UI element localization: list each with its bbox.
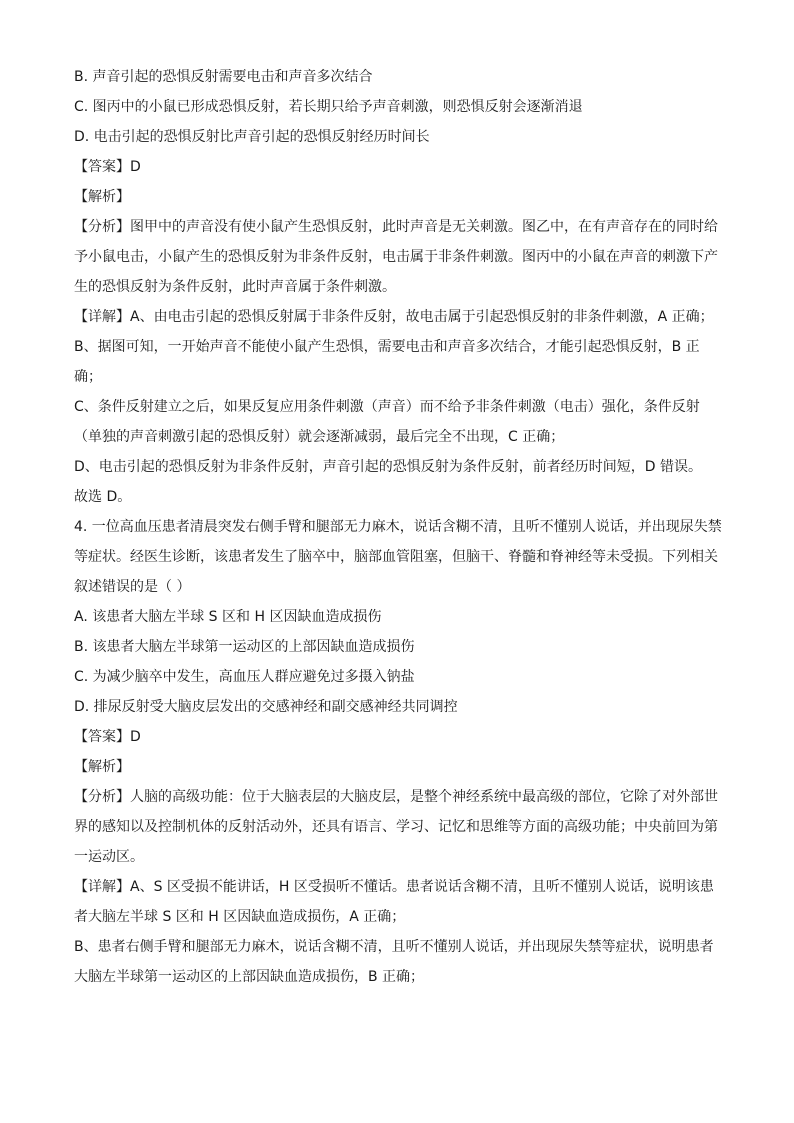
q3-analysis-heading: 【解析】 [74, 189, 130, 205]
q4-analysis-line: 一运动区。 [74, 849, 144, 865]
q4-detail-line: 者大脑左半球 S 区和 H 区因缺血造成损伤，A 正确； [74, 909, 406, 925]
q3-option-d: D. 电击引起的恐惧反射比声音引起的恐惧反射经历时间长 [74, 129, 430, 145]
q4-option-c: C. 为减少脑卒中发生，高血压人群应避免过多摄入钠盐 [74, 669, 415, 685]
q3-detail-line: D、电击引起的恐惧反射为非条件反射，声音引起的恐惧反射为条件反射，前者经历时间短，D 错误。 [74, 459, 703, 475]
q3-detail-line: B、据图可知，一开始声音不能使小鼠产生恐惧，需要电击和声音多次结合，才能引起恐惧反射，B 正 [74, 339, 700, 355]
q4-detail-line: 大脑左半球第一运动区的上部因缺血造成损伤，B 正确； [74, 969, 425, 985]
q3-detail-line: （单独的声音刺激引起的恐惧反射）就会逐渐减弱，最后完全不出现，C 正确； [74, 429, 565, 445]
q3-option-c: C. 图丙中的小鼠已形成恐惧反射，若长期只给予声音刺激，则恐惧反射会逐渐消退 [74, 99, 583, 115]
q4-option-a: A. 该患者大脑左半球 S 区和 H 区因缺血造成损伤 [74, 609, 382, 625]
q4-option-d: D. 排尿反射受大脑皮层发出的交感神经和副交感神经共同调控 [74, 699, 458, 715]
q4-stem-line: 等症状。经医生诊断，该患者发生了脑卒中，脑部血管阻塞，但脑干、脊髓和脊神经等未受损。下列相关 [74, 549, 718, 565]
q4-option-b: B. 该患者大脑左半球第一运动区的上部因缺血造成损伤 [74, 639, 415, 655]
q4-answer: 【答案】D [74, 729, 141, 745]
q4-analysis-line: 界的感知以及控制机体的反射活动外，还具有语言、学习、记忆和思维等方面的高级功能；中央前回为第 [74, 819, 718, 835]
q3-analysis-line: 生的恐惧反射为条件反射，此时声音属于条件刺激。 [74, 279, 396, 295]
q4-detail-line: 【详解】A、S 区受损不能讲话，H 区受损听不懂话。患者说话含糊不清，且听不懂别人说话，说明该患 [74, 879, 714, 895]
q3-analysis-line: 予小鼠电击，小鼠产生的恐惧反射为非条件反射，电击属于非条件刺激。图丙中的小鼠在声音的刺激下产 [74, 249, 718, 265]
q4-stem-line: 叙述错误的是（ ） [74, 579, 191, 595]
q4-analysis-line: 【分析】人脑的高级功能：位于大脑表层的大脑皮层，是整个神经系统中最高级的部位，它除了对外部世 [74, 789, 718, 805]
exam-page [74, 62, 724, 992]
q3-detail-line: 故选 D。 [74, 489, 132, 505]
q3-detail-line: C、条件反射建立之后，如果反复应用条件刺激（声音）而不给予非条件刺激（电击）强化，条件反射 [74, 399, 700, 415]
q3-detail-line: 确； [74, 369, 102, 385]
q3-option-b: B. 声音引起的恐惧反射需要电击和声音多次结合 [74, 69, 373, 85]
q4-detail-line: B、患者右侧手臂和腿部无力麻木，说话含糊不清，且听不懂别人说话，并出现尿失禁等症状，说明患者 [74, 939, 714, 955]
q3-answer: 【答案】D [74, 159, 141, 175]
q3-analysis-line: 【分析】图甲中的声音没有使小鼠产生恐惧反射，此时声音是无关刺激。图乙中，在有声音存在的同时给 [74, 219, 718, 235]
q3-detail-line: 【详解】A、由电击引起的恐惧反射属于非条件反射，故电击属于引起恐惧反射的非条件刺激，A 正确； [74, 309, 714, 325]
q4-analysis-heading: 【解析】 [74, 759, 130, 775]
q4-stem-line: 4. 一位高血压患者清晨突发右侧手臂和腿部无力麻木，说话含糊不清，且听不懂别人说话，并出现尿失禁 [74, 519, 722, 535]
